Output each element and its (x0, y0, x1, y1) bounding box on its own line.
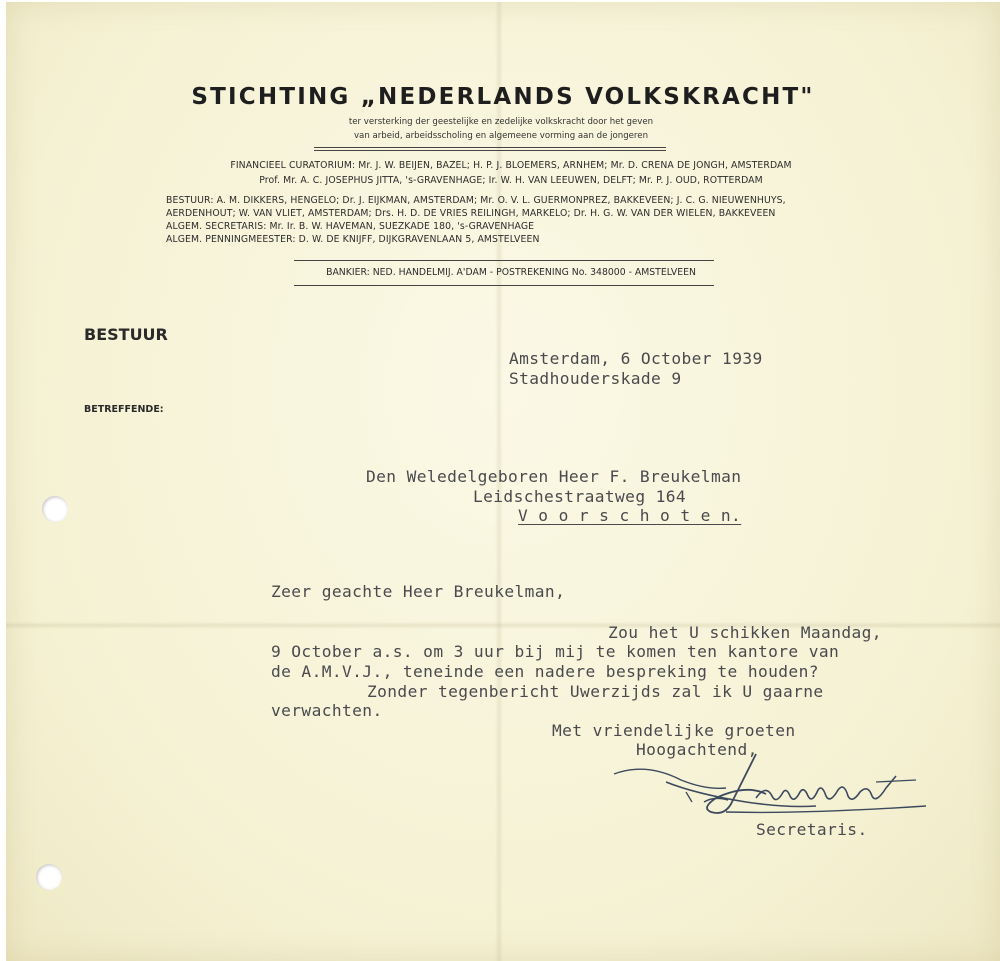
bank-line: BANKIER: NED. HANDELMIJ. A'DAM - POSTREKENING No. 348000 - AMSTELVEEN (326, 267, 696, 278)
recipient-street: Leidschestraatweg 164 (473, 487, 687, 506)
punch-hole-bottom (36, 864, 62, 890)
tagline-divider-2 (314, 150, 666, 151)
bank-divider-top (294, 260, 714, 261)
signer-title: Secretaris. (756, 820, 868, 839)
closing-regards: Hoogachtend, (636, 740, 758, 759)
bank-divider-bottom (294, 285, 714, 286)
tagline-line-2: van arbeid, arbeidsscholing en algemeene vorming aan de jongeren (353, 131, 649, 141)
tagline-divider (314, 147, 666, 148)
closing-greeting: Met vriendelijke groeten (552, 721, 796, 740)
curatorium-line-1: FINANCIEEL CURATORIUM: Mr. J. W. BEIJEN, BAZEL; H. P. J. BLOEMERS, ARNHEM; Mr. D. CRENA DE JONGH, AMSTERDAM (230, 160, 792, 171)
penningmeester-line: ALGEM. PENNINGMEESTER: D. W. DE KNIJFF, DIJKGRAVENLAAN 5, AMSTELVEEN (166, 234, 540, 245)
curatorium-line-2: Prof. Mr. A. C. JOSEPHUS JITTA, 's-GRAVENHAGE; Ir. W. H. VAN LEEUWEN, DELFT; Mr. P. J. OUD, ROTTERDAM (259, 175, 763, 186)
body-line-5: verwachten. (271, 701, 383, 720)
salutation: Zeer geachte Heer Breukelman, (271, 582, 566, 601)
recipient-name: Den Weledelgeboren Heer F. Breukelman (366, 467, 742, 486)
punch-hole-top (42, 496, 68, 522)
tagline-line-1: ter versterking der geestelijke en zedelijke volkskracht door het geven (348, 117, 654, 127)
date-line: Amsterdam, 6 October 1939 (509, 349, 763, 368)
handwritten-signature (606, 732, 936, 827)
body-line-4: Zonder tegenbericht Uwerzijds zal ik U gaarne (367, 682, 824, 701)
letter-sheet (6, 2, 1000, 961)
recipient-town: V o o r s c h o t e n. (518, 506, 742, 525)
sender-address: Stadhouderskade 9 (509, 369, 682, 388)
bestuur-line-1: BESTUUR: A. M. DIKKERS, HENGELO; Dr. J. EIJKMAN, AMSTERDAM; Mr. O. V. L. GUERMONPREZ, BAKKEVEEN; J. C. G. NIEUWENHUYS, (166, 195, 786, 206)
body-line-1: Zou het U schikken Maandag, (608, 623, 882, 642)
body-line-3: de A.M.V.J., teneinde een nadere bespreking te houden? (271, 662, 819, 681)
body-line-2: 9 October a.s. om 3 uur bij mij te komen ten kantore van (271, 642, 840, 661)
secretaris-line: ALGEM. SECRETARIS: Mr. Ir. B. W. HAVEMAN, SUEZKADE 180, 's-GRAVENHAGE (166, 221, 535, 232)
organization-name: STICHTING „NEDERLANDS VOLKSKRACHT" (191, 84, 815, 110)
bestuur-label: BESTUUR (84, 325, 168, 344)
bestuur-line-2: AERDENHOUT; W. VAN VLIET, AMSTERDAM; Drs. H. D. DE VRIES REILINGH, MARKELO; Dr. H. G. W. VAN DER WIELEN, BAKKEVEEN (166, 208, 776, 219)
betreffende-label: BETREFFENDE: (84, 404, 164, 415)
